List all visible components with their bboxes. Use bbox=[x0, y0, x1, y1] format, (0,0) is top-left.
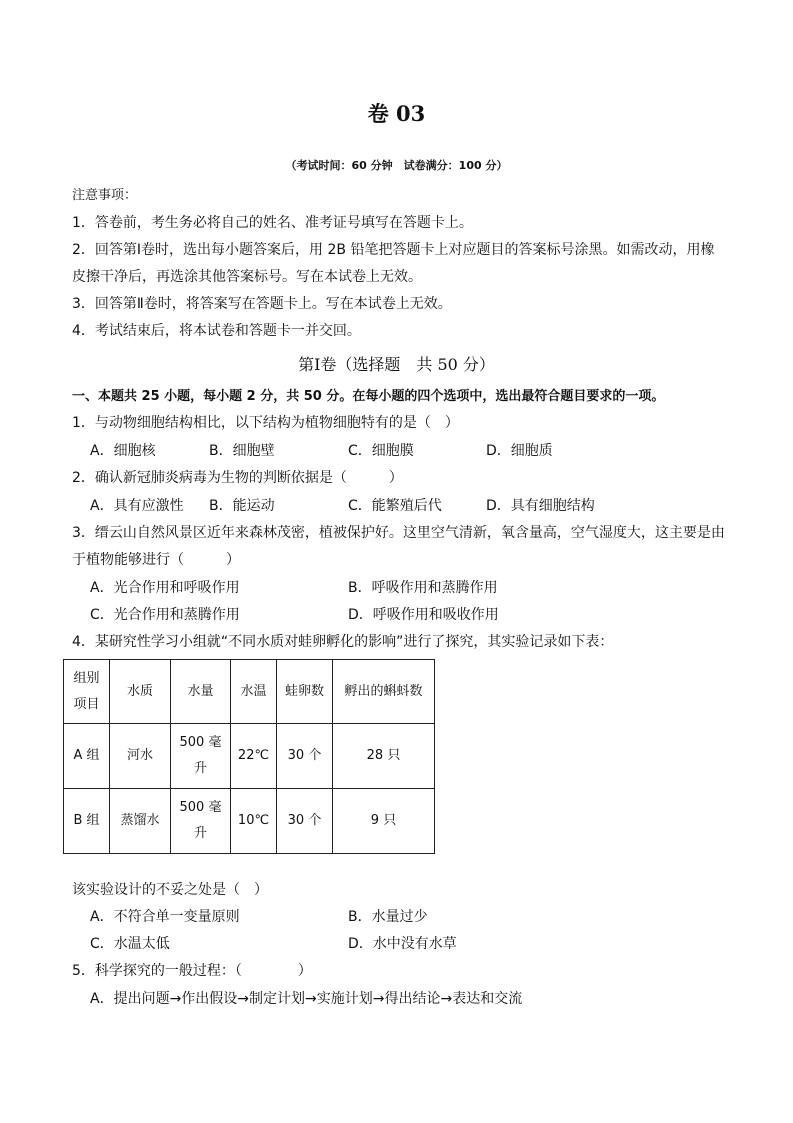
question-4-stem: 4．某研究性学习小组就“不同水质对蛙卵孵化的影响”进行了探究，其实验记录如下表： bbox=[72, 634, 614, 650]
table-row bbox=[64, 789, 435, 854]
table-row bbox=[64, 724, 435, 789]
table-header-row bbox=[64, 660, 435, 724]
table-cell: 9 只 bbox=[333, 789, 435, 854]
section-instruction: 一、本题共 25 小题，每小题 2 分，共 50 分。在每小题的四个选项中，选出最符合题目要求的一项。 bbox=[72, 389, 665, 404]
table-cell: 蒸馏水 bbox=[110, 789, 171, 854]
table-header-cell: 水量 bbox=[171, 660, 231, 724]
table-cell: 22℃ bbox=[231, 724, 277, 789]
q4-option-d: D．水中没有水草 bbox=[348, 936, 457, 952]
table-cell: 河水 bbox=[110, 724, 171, 789]
table-cell: 30 个 bbox=[277, 724, 333, 789]
note-item: 2．回答第Ⅰ卷时，选出每小题答案后，用 2B 铅笔把答题卡上对应题目的答案标号涂黑。如需改动，用橡 bbox=[72, 242, 715, 258]
table-cell: 500 毫 升 bbox=[171, 724, 231, 789]
q2-option-c: C．能繁殖后代 bbox=[348, 498, 442, 514]
q4-option-b: B．水量过少 bbox=[348, 909, 428, 925]
q3-option-a: A．光合作用和呼吸作用 bbox=[90, 580, 240, 596]
exam-info: （考试时间：60 分钟 试卷满分：100 分） bbox=[285, 159, 508, 172]
question-2-stem: 2．确认新冠肺炎病毒为生物的判断依据是（ ） bbox=[72, 470, 403, 486]
question-4-followup: 该实验设计的不妥之处是（ ） bbox=[72, 882, 268, 898]
experiment-table bbox=[63, 659, 435, 854]
q4-option-c: C．水温太低 bbox=[90, 936, 170, 952]
table-cell: 500 毫 升 bbox=[171, 789, 231, 854]
question-3-stem: 3．缙云山自然风景区近年来森林茂密，植被保护好。这里空气清新，氧含量高，空气湿度大，这主要是由 bbox=[72, 525, 725, 541]
question-1-stem: 1．与动物细胞结构相比，以下结构为植物细胞特有的是（ ） bbox=[72, 415, 459, 431]
notes-heading: 注意事项： bbox=[72, 188, 138, 203]
section-title: 第Ⅰ卷（选择题 共 50 分） bbox=[298, 355, 495, 374]
q1-option-c: C．细胞膜 bbox=[348, 443, 414, 459]
table-header-cell: 组别 项目 bbox=[64, 660, 110, 724]
table-header-cell: 孵出的蝌蚪数 bbox=[333, 660, 435, 724]
q3-option-c: C．光合作用和蒸腾作用 bbox=[90, 607, 240, 623]
q5-option-a: A．提出问题→作出假设→制定计划→实施计划→得出结论→表达和交流 bbox=[90, 991, 523, 1007]
table-cell: 28 只 bbox=[333, 724, 435, 789]
table-cell: B 组 bbox=[64, 789, 110, 854]
q2-option-b: B．能运动 bbox=[209, 498, 275, 514]
q1-option-a: A．细胞核 bbox=[90, 443, 156, 459]
page-title: 卷 03 bbox=[367, 101, 426, 126]
question-5-stem: 5．科学探究的一般过程：（ ） bbox=[72, 963, 312, 979]
table-header-cell: 蛙卵数 bbox=[277, 660, 333, 724]
q1-option-d: D．细胞质 bbox=[486, 443, 553, 459]
q3-option-d: D．呼吸作用和吸收作用 bbox=[348, 607, 499, 623]
note-item: 3．回答第Ⅱ卷时，将答案写在答题卡上。写在本试卷上无效。 bbox=[72, 296, 452, 312]
q4-option-a: A．不符合单一变量原则 bbox=[90, 909, 240, 925]
table-cell: 10℃ bbox=[231, 789, 277, 854]
question-3-stem-cont: 于植物能够进行（ ） bbox=[72, 552, 240, 568]
note-item: 1．答卷前，考生务必将自己的姓名、准考证号填写在答题卡上。 bbox=[72, 215, 473, 231]
note-item: 4．考试结束后，将本试卷和答题卡一并交回。 bbox=[72, 323, 361, 339]
q1-option-b: B．细胞壁 bbox=[209, 443, 275, 459]
table-header-cell: 水温 bbox=[231, 660, 277, 724]
q2-option-d: D．具有细胞结构 bbox=[486, 498, 595, 514]
table-cell: 30 个 bbox=[277, 789, 333, 854]
q2-option-a: A．具有应激性 bbox=[90, 498, 184, 514]
q3-option-b: B．呼吸作用和蒸腾作用 bbox=[348, 580, 498, 596]
table-cell: A 组 bbox=[64, 724, 110, 789]
table-header-cell: 水质 bbox=[110, 660, 171, 724]
note-item: 皮擦干净后，再选涂其他答案标号。写在本试卷上无效。 bbox=[72, 269, 422, 285]
